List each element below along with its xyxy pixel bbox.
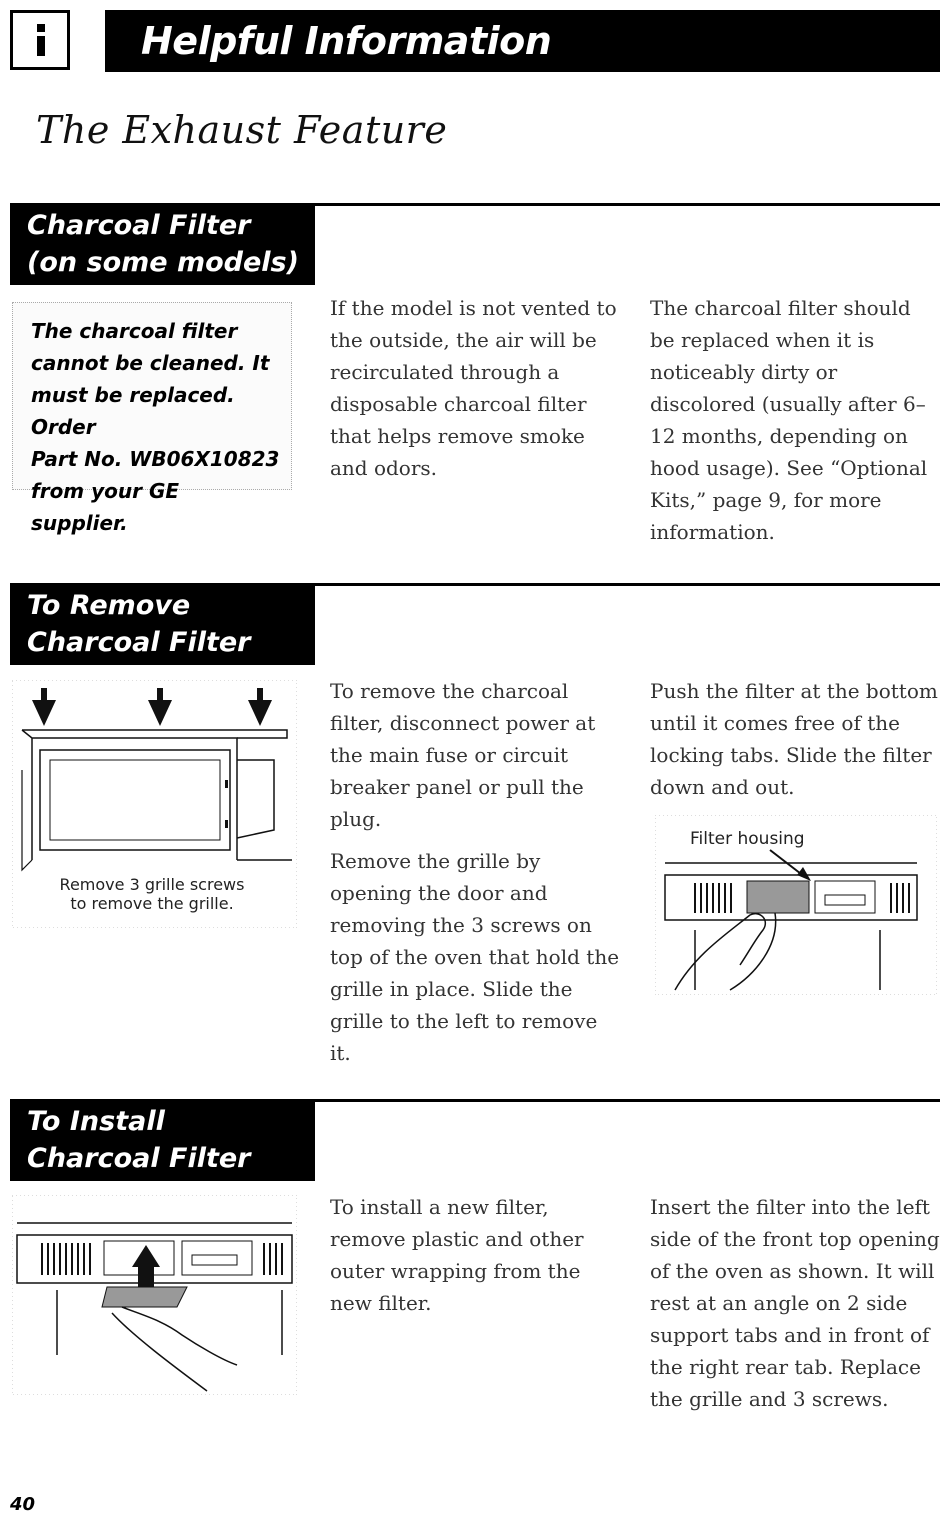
heading-line: To Install bbox=[27, 1106, 165, 1137]
section-heading-remove bbox=[10, 583, 315, 665]
paragraph: The charcoal filter should be replaced when it is noticeably dirty or discolored (usually after 6–12 months, depending on hood usage). See “Optional Kits,” page 9, for more information. bbox=[650, 296, 928, 544]
install-col1 bbox=[330, 1191, 620, 1329]
caption-line: to remove the grille. bbox=[70, 894, 234, 913]
note-line: Part No. WB06X10823 bbox=[31, 447, 280, 471]
remove-col2 bbox=[650, 675, 940, 813]
charcoal-col1 bbox=[330, 292, 620, 494]
section-heading-charcoal bbox=[10, 203, 315, 285]
install-filter-illustration bbox=[12, 1195, 297, 1395]
note-line: from your GE supplier. bbox=[31, 479, 180, 535]
charcoal-col2 bbox=[650, 292, 940, 558]
heading-line: Charcoal Filter bbox=[27, 1143, 251, 1174]
heading-line: Charcoal Filter bbox=[27, 210, 251, 241]
filter-housing-illustration bbox=[655, 815, 937, 995]
paragraph: Push the filter at the bottom until it comes free of the locking tabs. Slide the filter down and out. bbox=[650, 679, 938, 799]
heading-line: To Remove bbox=[27, 590, 191, 621]
paragraph: To install a new filter, remove plastic and other outer wrapping from the new filter. bbox=[330, 1195, 584, 1315]
page-title: Helpful Information bbox=[105, 10, 940, 72]
heading-line: Charcoal Filter bbox=[27, 627, 251, 658]
note-text bbox=[31, 315, 281, 539]
info-icon bbox=[10, 10, 70, 70]
page-number: 40 bbox=[10, 1494, 36, 1515]
figure-label: Filter housing bbox=[690, 829, 805, 849]
paragraph: Insert the filter into the left side of the front top opening of the oven as shown. It will rest at an angle on 2 side support tabs and in front of the right rear tab. Replace the grille and 3 screws. bbox=[650, 1195, 940, 1411]
install-col2 bbox=[650, 1191, 940, 1425]
paragraph: If the model is not vented to the outside, the air will be recirculated through a disposable charcoal filter that helps remove smoke and odors. bbox=[330, 296, 617, 480]
note-box bbox=[12, 302, 292, 535]
note-line: must be replaced. Order bbox=[31, 383, 235, 439]
note-line: cannot be cleaned. It bbox=[31, 351, 270, 375]
caption-line: Remove 3 grille screws bbox=[59, 875, 245, 894]
paragraph: Remove the grille by opening the door and removing the 3 screws on top of the oven that hold the grille in place. Slide the grille to the left to remove it. bbox=[330, 849, 620, 1065]
section-heading-install bbox=[10, 1099, 315, 1181]
heading-line: (on some models) bbox=[27, 247, 299, 278]
remove-col1 bbox=[330, 675, 620, 1079]
paragraph: To remove the charcoal filter, disconnect power at the main fuse or circuit breaker panel or pull the plug. bbox=[330, 679, 596, 831]
note-line: The charcoal filter bbox=[31, 319, 238, 343]
section-subtitle: The Exhaust Feature bbox=[36, 108, 448, 152]
figure-caption bbox=[12, 875, 292, 913]
